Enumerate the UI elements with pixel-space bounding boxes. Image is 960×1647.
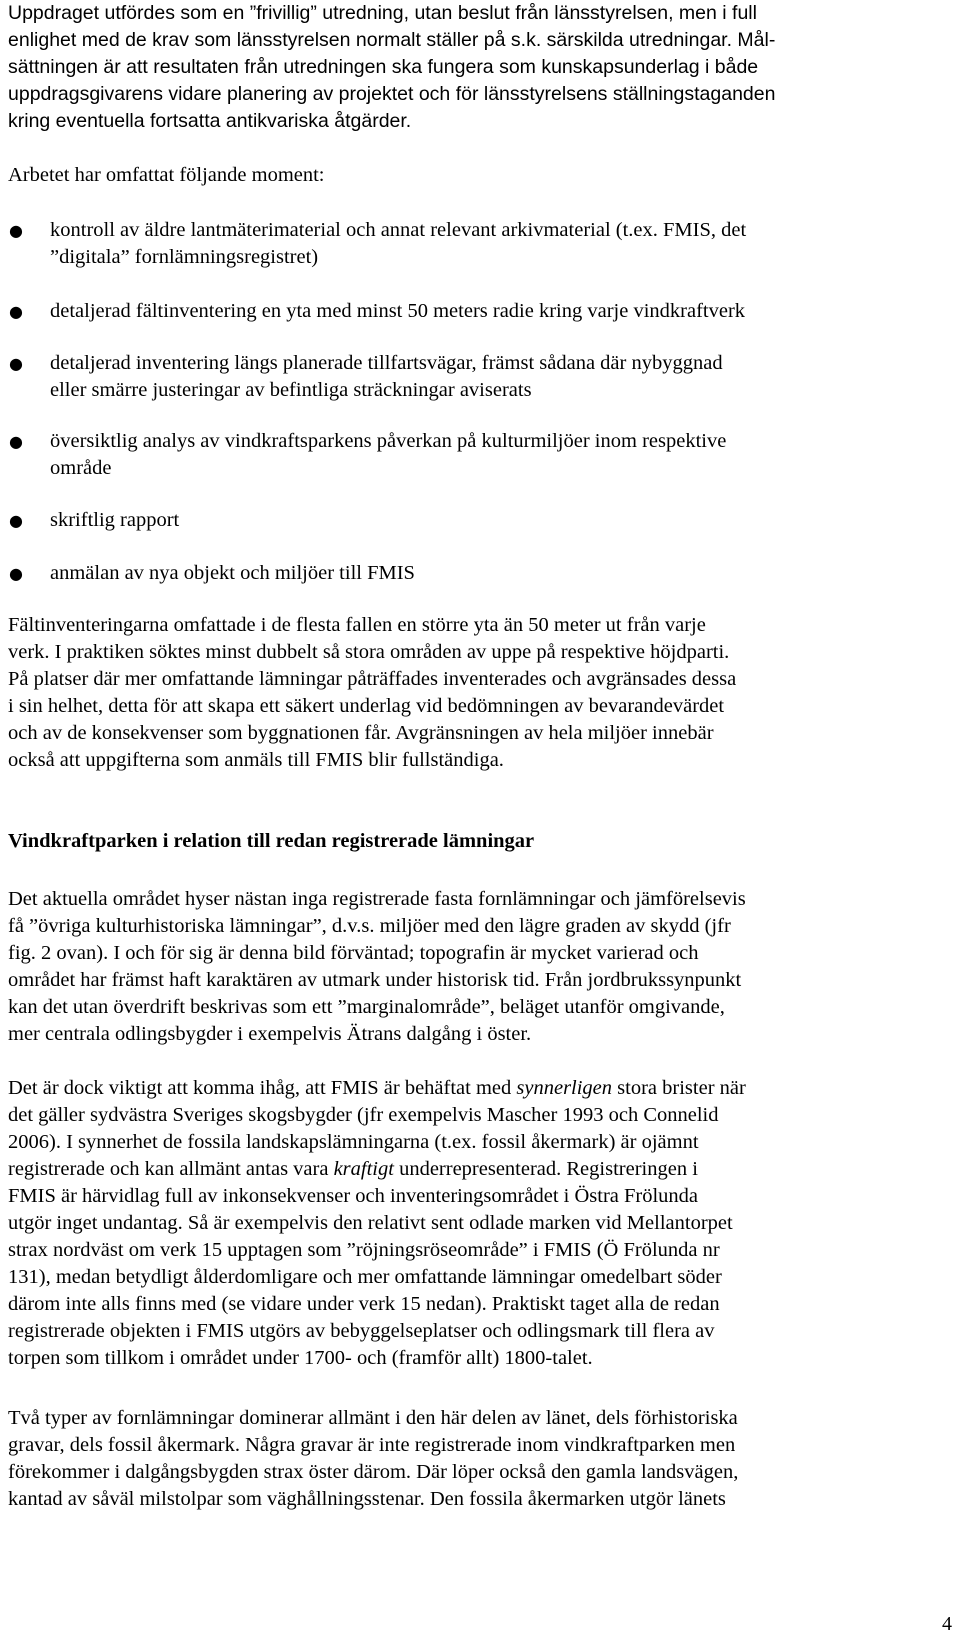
body-paragraph-2 [8,1075,933,1372]
paragraph-line: torpen som tillkom i området under 1700- och (framför allt) 1800-talet. [8,1347,593,1369]
paragraph-line: kantad av såväl milstolpar som väghållningsstenar. Den fossila åkermarken utgör länets [8,1488,726,1510]
text-run: registrerade och kan allmänt antas vara [8,1158,334,1180]
intro-line: enlighet med de krav som länsstyrelsen normalt ställer på s.k. särskilda utredningar. Mål- [8,29,776,51]
paragraph-line: i sin helhet, detta för att skapa ett säkert underlag vid bedömningen av bevarandevärdet [8,695,725,717]
paragraph-line [8,1156,933,1183]
paragraph-line: området har främst haft karaktären av utmark under historisk tid. Från jordbrukssynpunkt [8,969,742,991]
intro-paragraph [8,0,928,135]
paragraph-line: förekommer i dalgångsbygden strax öster därom. Där löper också den gamla landsvägen, [8,1461,739,1483]
paragraph-line: därom inte alls finns med (se vidare under verk 15 nedan). Praktiskt taget alla de redan [8,1293,720,1315]
paragraph-line: strax nordväst om verk 15 upptagen som ”röjningsröseområde” i FMIS (Ö Frölunda nr [8,1239,720,1261]
paragraph-line: Det aktuella området hyser nästan inga registrerade fasta fornlämningar och jämförelsevis [8,888,746,910]
body-paragraph-1 [8,886,933,1048]
list-item-text: område [50,457,112,479]
paragraph-line: och av de konsekvenser som byggnationen får. Avgränsningen av hela miljöer innebär [8,722,714,744]
paragraph-line [8,1075,933,1102]
list-item-text: ”digitala” fornlämningsregistret) [50,246,319,268]
bullet-icon: ● [9,221,23,240]
paragraph-line: det gäller sydvästra Sveriges skogsbygder (jfr exempelvis Mascher 1993 och Connelid [8,1104,719,1126]
list-item-text: detaljerad fältinventering en yta med minst 50 meters radie kring varje vindkraftverk [50,300,746,322]
text-run: stora brister när [612,1077,746,1099]
paragraph-line: Två typer av fornlämningar dominerar allmänt i den här delen av länet, dels förhistoriska [8,1407,738,1429]
bullet-icon: ● [9,432,23,451]
list-item-text: kontroll av äldre lantmäterimaterial och annat relevant arkivmaterial (t.ex. FMIS, det [50,219,747,241]
paragraph-line: utgör inget undantag. Så är exempelvis den relativt sent odlade marken vid Mellantorpet [8,1212,733,1234]
list-item-text: anmälan av nya objekt och miljöer till FMIS [50,562,415,584]
paragraph-line: fig. 2 ovan). I och för sig är denna bild förväntad; topografin är mycket varierad och [8,942,699,964]
bullet-icon: ● [9,564,23,583]
fieldwork-paragraph [8,612,933,774]
paragraph-line: FMIS är härvidlag full av inkonsekvenser och inventeringsområdet i Östra Frölunda [8,1185,699,1207]
page-number: 4 [942,1613,952,1635]
paragraph-line: också att uppgifterna som anmäls till FMIS blir fullständiga. [8,749,504,771]
body-paragraph-3 [8,1405,933,1513]
bullet-icon: ● [9,511,23,530]
paragraph-line: mer centrala odlingsbygder i exempelvis Ätrans dalgång i öster. [8,1023,532,1045]
emphasis: synnerligen [516,1077,613,1099]
intro-line: kring eventuella fortsatta antikvariska åtgärder. [8,110,412,132]
paragraph-line: få ”övriga kulturhistoriska lämningar”, d.v.s. miljöer med den lägre graden av skydd (jfr [8,915,731,937]
list-item-text: översiktlig analys av vindkraftsparkens påverkan på kulturmiljöer inom respektive [50,430,727,452]
intro-line: Uppdraget utfördes som en ”frivillig” utredning, utan beslut från länsstyrelsen, men i full [8,2,757,24]
intro-line: sättningen är att resultaten från utredningen ska fungera som kunskapsunderlag i både [8,56,759,78]
moments-intro: Arbetet har omfattat följande moment: [8,164,325,186]
paragraph-line: På platser där mer omfattande lämningar påträffades inventerades och avgränsades dessa [8,668,737,690]
list-item-text: detaljerad inventering längs planerade tillfartsvägar, främst sådana där nybyggnad [50,352,723,374]
bullet-icon: ● [9,302,23,321]
text-run: Det är dock viktigt att komma ihåg, att FMIS är behäftat med [8,1077,517,1099]
paragraph-line: gravar, dels fossil åkermark. Några gravar är inte registrerade inom vindkraftparken men [8,1434,736,1456]
paragraph-line: 131), medan betydligt ålderdomligare och mer omfattande lämningar omedelbart söder [8,1266,722,1288]
list-item-text: skriftlig rapport [50,509,180,531]
list-item-text: eller smärre justeringar av befintliga sträckningar aviserats [50,379,532,401]
section-heading: Vindkraftparken i relation till redan registrerade lämningar [8,830,535,852]
paragraph-line: kan det utan överdrift beskrivas som ett ”marginalområde”, beläget utanför omgivande, [8,996,725,1018]
paragraph-line: Fältinventeringarna omfattade i de flesta fallen en större yta än 50 meter ut från varje [8,614,706,636]
text-run: underrepresenterad. Registreringen i [393,1158,698,1180]
paragraph-line: registrerade objekten i FMIS utgörs av bebyggelseplatser och odlingsmark till flera av [8,1320,715,1342]
emphasis: kraftigt [333,1158,394,1180]
bullet-icon: ● [9,354,23,373]
paragraph-line: verk. I praktiken söktes minst dubbelt så stora områden av uppe på respektive höjdparti. [8,641,730,663]
intro-line: uppdragsgivarens vidare planering av projektet och för länsstyrelsens ställningstaganden [8,83,776,105]
paragraph-line: 2006). I synnerhet de fossila landskapslämningarna (t.ex. fossil åkermark) är ojämnt [8,1131,699,1153]
